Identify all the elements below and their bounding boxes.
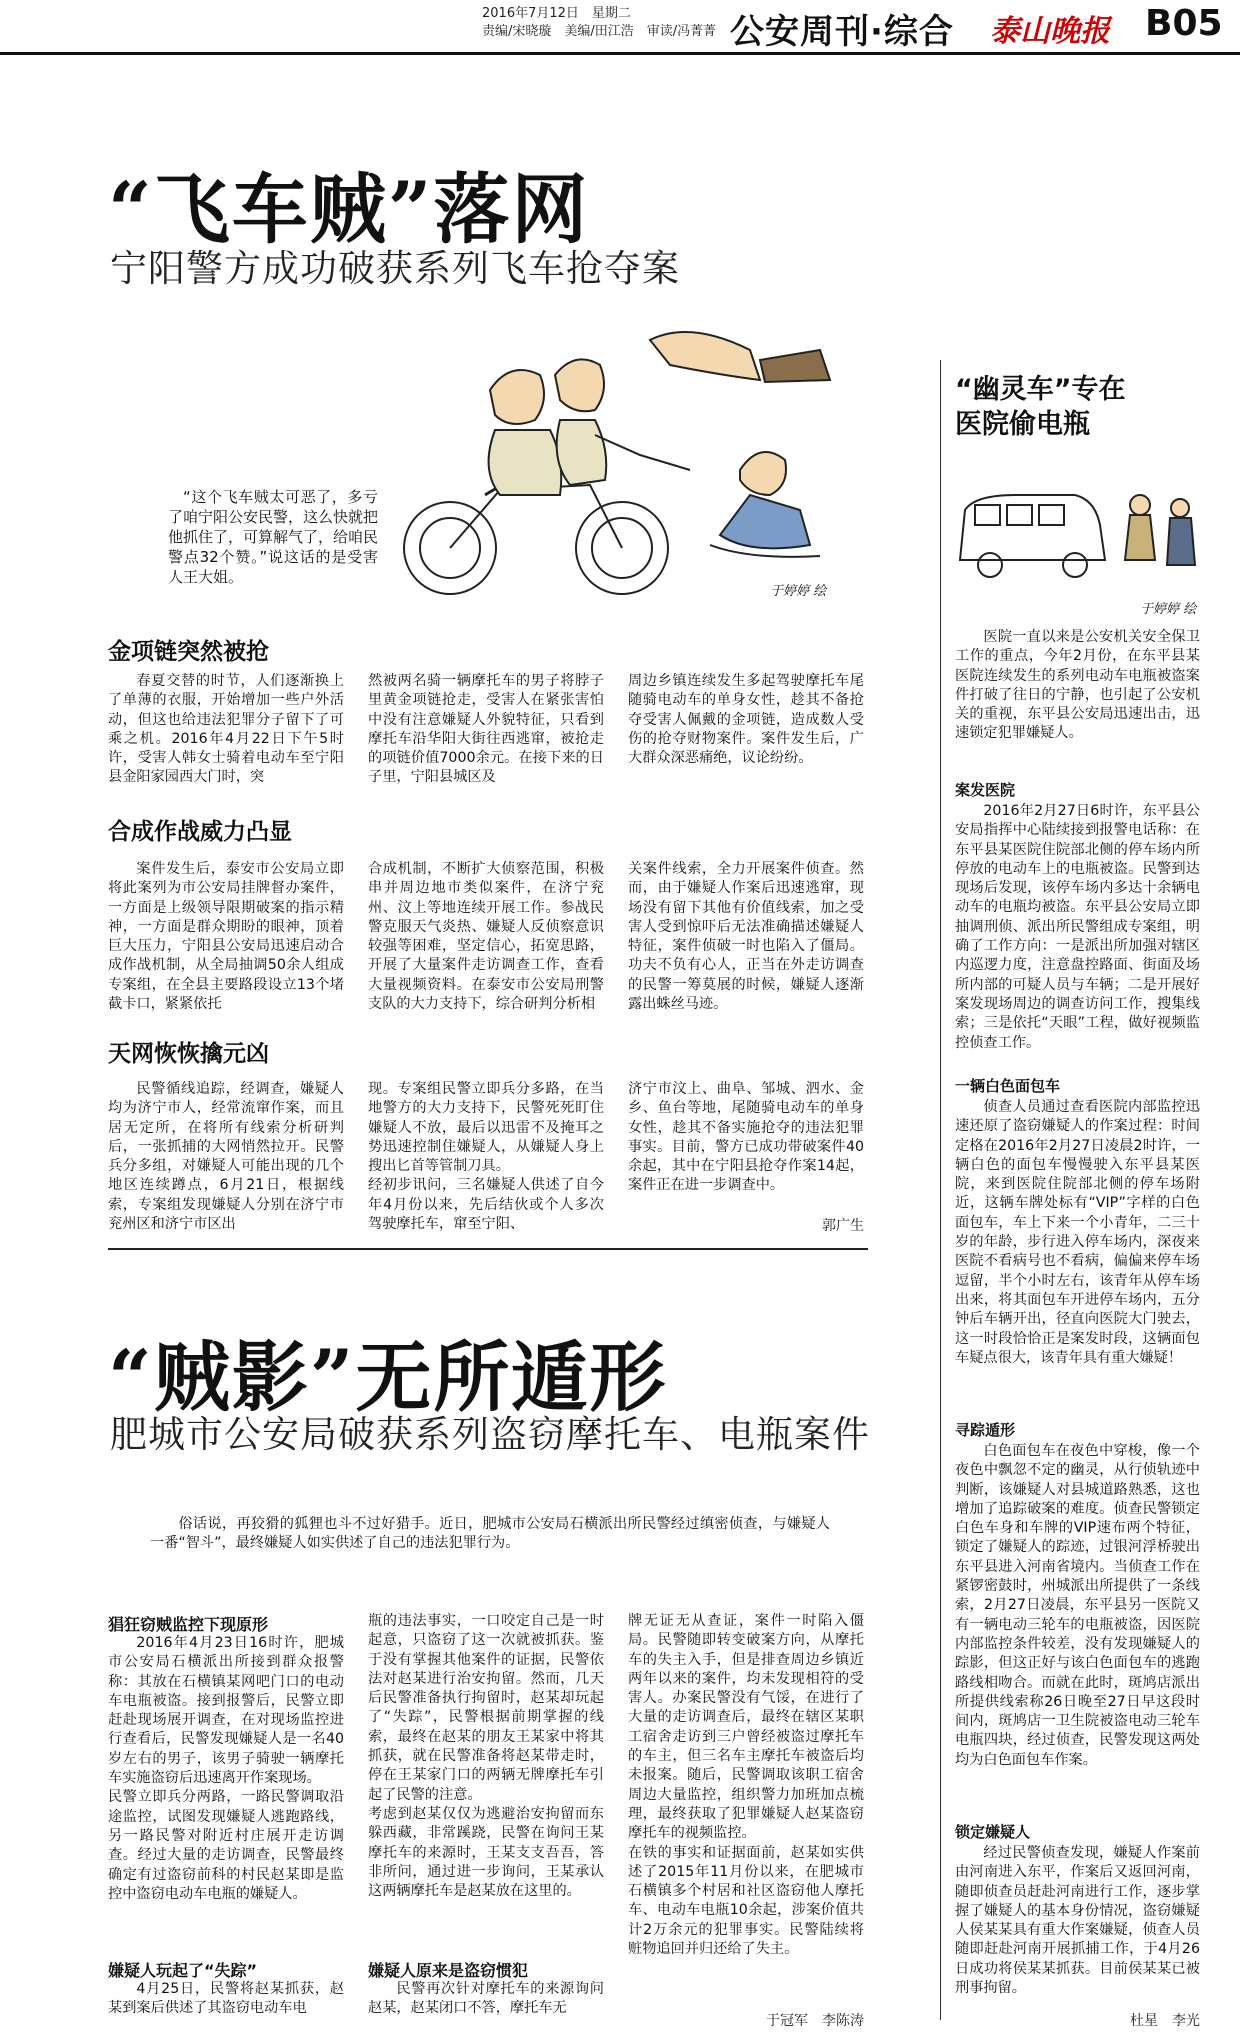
paragraph: 合成机制，不断扩大侦察范围，积极串并周边地市类似案件，在济宁兖州、汶上等地连续开展工作。参战民警克服天气炎热、嫌疑人反侦察意识较强等困难，坚定信心，拓宽思路，开展了大量案件走访调查工作，查看大量视频资料。在泰安市公安局刑警支队的大力支持下，综合研判分析相 [368, 861, 604, 1013]
sidebar-illustration [955, 470, 1200, 590]
story1-section3-col1 [108, 1080, 344, 1234]
story2-col1-title: 猖狂窃贼监控下现原形 [108, 1615, 269, 1634]
paragraph: 济宁市汶上、曲阜、邹城、泗水、金乡、鱼台等地，尾随骑电动车的单身女性，趁其不备实施抢夺的违法犯罪事实。目前，警方已成功带破案件40余起，其中在宁阳县抢夺作案14起，案件正在进一步调查中。 [628, 1081, 864, 1194]
story2-subhead: 肥城市公安局破获系列盗窃摩托车、电瓶案件 [110, 1413, 870, 1456]
story1-section3-col3 [628, 1080, 864, 1196]
story2-col2b [368, 1980, 604, 2019]
story2-col1 [108, 1634, 344, 1904]
story1-section1-col2 [368, 672, 604, 788]
story1-illustration [390, 320, 860, 620]
sidebar-section1-title: 案发医院 [955, 781, 1016, 799]
paragraph: 俗话说，再狡猾的狐狸也斗不过好猎手。近日，肥城市公安局石横派出所民警经过缜密侦查，与嫌疑人一番“智斗”，最终嫌疑人如实供述了自己的违法犯罪行为。 [150, 1516, 830, 1552]
sidebar-divider [940, 360, 941, 2020]
story1-section2-title: 合成作战威力凸显 [108, 819, 292, 845]
sidebar-section3-text [955, 1442, 1200, 1770]
page-number: B05 [1145, 3, 1223, 44]
sidebar-headline-line1: “幽灵车”专在 [955, 374, 1126, 405]
paragraph: 经过民警侦查发现，嫌疑人作案前由河南进入东平，作案后又返回河南，随即侦查员赶赴河南进行工作，逐步掌握了嫌疑人的基本身份情况，盗窃嫌疑人侯某某具有重大作案嫌疑，侦查人员随即赶赴河南开展抓捕工作，于4月26日成功将侯某某抓获。目前侯某某已被刑事拘留。 [955, 1845, 1200, 1997]
story1-section3-col2 [368, 1080, 604, 1234]
story2-col2 [368, 1612, 604, 1901]
story1-section2-col3 [628, 860, 864, 1014]
paragraph: 周边乡镇连续发生多起驾驶摩托车尾随骑电动车的单身女性，趁其不备抢夺受害人佩戴的金项链，造成数人受伤的抢夺财物案件。案件发生后，广大群众深恶痛绝，议论纷纷。 [628, 673, 864, 767]
paragraph: 牌无证无从查证，案件一时陷入僵局。民警随即转变破案方向，从摩托车的失主入手，但是排查周边乡镇近两年以来的案件，均未发现相符的受害人。办案民警没有气馁，在进行了大量的走访调查后，最终在辖区某职工宿舍走访到三户曾经被盗过摩托车的车主，但三名车主摩托车被盗后均未报案。随后，民警调取该职工宿舍周边大量监控，组织警力加班加点梳理，最终获取了犯罪嫌疑人赵某盗窃摩托车的视频监控。 在铁的事实和证据面前，赵某如实供述了2015年11月份以来，在肥城市石横镇多个村居和社区盗窃他人摩托车、电动车电瓶10余起，涉案价值共计2万余元的犯罪事实。民警陆续将赃物追回并归还给了失主。 [628, 1613, 864, 1958]
sidebar-section4-text [955, 1844, 1200, 1998]
story2-col1b [108, 1980, 344, 2019]
story1-subhead: 宁阳警方成功破获系列飞车抢夺案 [110, 247, 680, 290]
story2-col2-title2: 嫌疑人原来是盗窃惯犯 [368, 1961, 529, 1980]
story1-section1-col3 [628, 672, 864, 768]
paragraph: 关案件线索，全力开展案件侦查。然而，由于嫌疑人作案后迅速逃窜，现场没有留下其他有价值线索，加之受害人受到惊吓后无法准确描述嫌疑人特征，案件侦破一时也陷入了僵局。功夫不负有心人，正当在外走访调查的民警一筹莫展的时候，嫌疑人逐渐露出蛛丝马迹。 [628, 861, 864, 1013]
paragraph: 4月25日，民警将赵某抓获，赵某到案后供述了其盗窃电动车电 [108, 1981, 344, 2017]
story1-section3-title: 天网恢恢擒元凶 [108, 1041, 269, 1067]
sidebar-intro [955, 628, 1200, 744]
masthead-rule [0, 52, 1240, 55]
masthead-date: 2016年7月12日 星期二 [482, 6, 631, 21]
story1-section1-col1 [108, 672, 344, 788]
paper-logo: 泰山晚报 [990, 14, 1110, 49]
paragraph: 瓶的违法事实，一口咬定自己是一时起意，只盗窃了这一次就被抓获。鉴于没有掌握其他案件的证据，民警依法对赵某进行治安拘留。然而，几天后民警准备执行拘留时，赵某却玩起了“失踪”，民警根据前期掌握的线索，最终在赵某的朋友王某家中将其抓获，就在民警准备将赵某带走时，停在王某家门口的两辆无牌摩托车引起了民警的注意。 考虑到赵某仅仅为逃避治安拘留而东躲西藏，非常蹊跷，民警在询问王某摩托车的来源时，王某支支吾吾，答非所问，通过进一步询问，王某承认这两辆摩托车是赵某放在这里的。 [368, 1613, 604, 1900]
paragraph: 侦查人员通过查看医院内部监控迅速还原了盗窃嫌疑人的作案过程：时间定格在2016年2月27日凌晨2时许，一辆白色的面包车慢慢驶入东平县某医院，来到医院住院部北侧的停车场附近，这辆车牌处标有“VIP”字样的白色面包车，车上下来一个小青年，二三十岁的年龄，步行进入停车场内，深夜来医院不看病号也不看病，偏偏来停车场逗留，半个小时左右，该青年从停车场出来，将其面包车开进停车场内，五分钟后车辆开出，径直向医院大门驶去，这一时段恰恰正是案发时段，这辆面包车疑点很大，该青年具有重大嫌疑！ [955, 1099, 1200, 1366]
paragraph: 白色面包车在夜色中穿梭，像一个夜色中飘忽不定的幽灵，从行侦轨迹中判断，该嫌疑人对县城道路熟悉，这也增加了追踪破案的难度。侦查民警锁定白色车身和车牌的VIP速布两个特征，锁定了嫌疑人的踪迹，过银河浮桥驶出东平县进入河南省境内。当侦查工作在紧锣密鼓时，州城派出所提供了一条线索，2月27日凌晨，东平县另一医院又有一辆电动三轮车的电瓶被盗，因医院内部监控条件较差，没有发现嫌疑人的踪影，但这正好与该白色面包车的逃跑路线相吻合。而就在此时，斑鸠店派出所提供线索称26日晚至27日早这段时间内，斑鸠店一卫生院被盗电动三轮车电瓶四块，经过侦查，民警发现这两处均为白色面包车作案。 [955, 1443, 1200, 1768]
paragraph: 民警再次针对摩托车的来源询问赵某，赵某闭口不答，摩托车无 [368, 1981, 604, 2017]
story1-quote: “这个飞车贼太可恶了，多亏了咱宁阳公安民警，这么快就把他抓住了，可算解气了，给咱民警点32个赞。”说这话的是受害人王大姐。 [168, 488, 379, 586]
paragraph: 2016年4月23日16时许，肥城市公安局石横派出所接到群众报警称：其放在石横镇某网吧门口的电动车电瓶被盗。接到报警后，民警立即赶赴现场展开调查，在对现场监控进行查看后，民警发现嫌疑人是一名40岁左右的男子，该男子骑驶一辆摩托车实施盗窃后迅速离开作案现场。 民警立即兵分两路，一路民警调取沿途监控，试图发现嫌疑人逃跑路线，另一路民警对附近村庄展开走访调查。经过大量的走访调查，民警最终确定有过盗窃前科的村民赵某即是监控中盗窃电动车电瓶的嫌疑人。 [108, 1635, 344, 1902]
sidebar-section4-title: 锁定嫌疑人 [955, 1823, 1031, 1841]
masthead-editors: 责编/宋晓璇 美编/田江浩 审读/冯菁菁 [482, 24, 717, 39]
story1-headline: “飞车贼”落网 [108, 165, 590, 254]
story1-byline: 郭广生 [822, 1218, 864, 1234]
paragraph: 然被两名骑一辆摩托车的男子将脖子里黄金项链抢走，受害人在紧张害怕中没有注意嫌疑人外貌特征，只看到摩托车沿华阳大街往西逃窜，被抢走的项链价值7000余元。在接下来的日子里，宁阳县城区及 [368, 673, 604, 786]
sidebar-section2-title: 一辆白色面包车 [955, 1077, 1061, 1095]
sidebar-illustration-credit: 于婷婷 绘 [1140, 602, 1197, 617]
story2-col3 [628, 1612, 864, 1959]
story2-byline: 于冠军 李陈涛 [766, 2013, 864, 2029]
story2-col1-title2: 嫌疑人玩起了“失踪” [108, 1961, 258, 1980]
sidebar-headline-line2: 医院偷电瓶 [955, 409, 1090, 440]
paragraph: 2016年2月27日6时许，东平县公安局指挥中心陆续接到报警电话称：在东平县某医院住院部北侧的停车场内所停放的电动车上的电瓶被盗。民警到达现场后发现，该停车场内多达十余辆电动车的电瓶均被盗。东平县公安局立即抽调刑侦、派出所民警组成专案组，明确了工作方向：一是派出所加强对辖区内巡逻力度，注意盘控路面、街面及场所内部的可疑人员与车辆；二是开展好案发现场周边的调查访问工作，搜集线索；三是依托“天眼”工程，做好视频监控侦查工作。 [955, 803, 1200, 1051]
paragraph: 民警循线追踪，经调查，嫌疑人均为济宁市人，经常流窜作案，而且居无定所，在将所有线索分析研判后，一张抓捕的大网悄然拉开。民警兵分多组，对嫌疑人可能出现的几个地区连续蹲点，6月21日，根据线索，专案组发现嫌疑人分别在济宁市兖州区和济宁市区出 [108, 1081, 344, 1233]
story1-section1-title: 金项链突然被抢 [108, 639, 269, 665]
sidebar-byline: 杜星 李光 [1130, 2013, 1200, 2029]
story2-headline: “贼影”无所遁形 [108, 1333, 668, 1422]
paragraph: 现。专案组民警立即兵分多路，在当地警方的大力支持下，民警死死盯住嫌疑人不放，最后以迅雷不及掩耳之势迅速控制住嫌疑人，从嫌疑人身上搜出匕首等管制刀具。 经初步讯问，三名嫌疑人供述了自今年4月份以来，先后结伙或个人多次驾驶摩托车，窜至宁阳、 [368, 1081, 604, 1233]
sidebar-section3-title: 寻踪遁形 [955, 1421, 1016, 1439]
sidebar-section1-text [955, 802, 1200, 1053]
story-divider [108, 1248, 868, 1250]
paragraph: 医院一直以来是公安机关安全保卫工作的重点，今年2月份，在东平县某医院连续发生的系列电动车电瓶被盗案件打破了往日的宁静，也引起了公安机关的重视，东平县公安局迅速出击，迅速锁定犯罪嫌疑人。 [955, 629, 1200, 742]
story1-section2-col2 [368, 860, 604, 1014]
story1-section2-col1 [108, 860, 344, 1014]
sidebar-section2-text [955, 1098, 1200, 1368]
paragraph: 案件发生后，泰安市公安局立即将此案列为市公安局挂牌督办案件，一方面是上级领导限期破案的指示精神，一方面是群众期盼的眼神，顶着巨大压力，宁阳县公安局迅速启动合成作战机制，从全局抽调50余人组成专案组，在全县主要路段设立13个堵截卡口，紧紧依托 [108, 861, 344, 1013]
story2-lede [150, 1515, 830, 1554]
paragraph: 春夏交替的时节，人们逐渐换上了单薄的衣服，开始增加一些户外活动，但这也给违法犯罪分子留下了可乘之机。2016年4月22日下午5时许，受害人韩女士骑着电动车至宁阳县金阳家园西大门时，突 [108, 673, 344, 786]
story1-illustration-credit: 于婷婷 绘 [770, 584, 827, 599]
section-title: 公安周刊·综合 [730, 12, 954, 52]
